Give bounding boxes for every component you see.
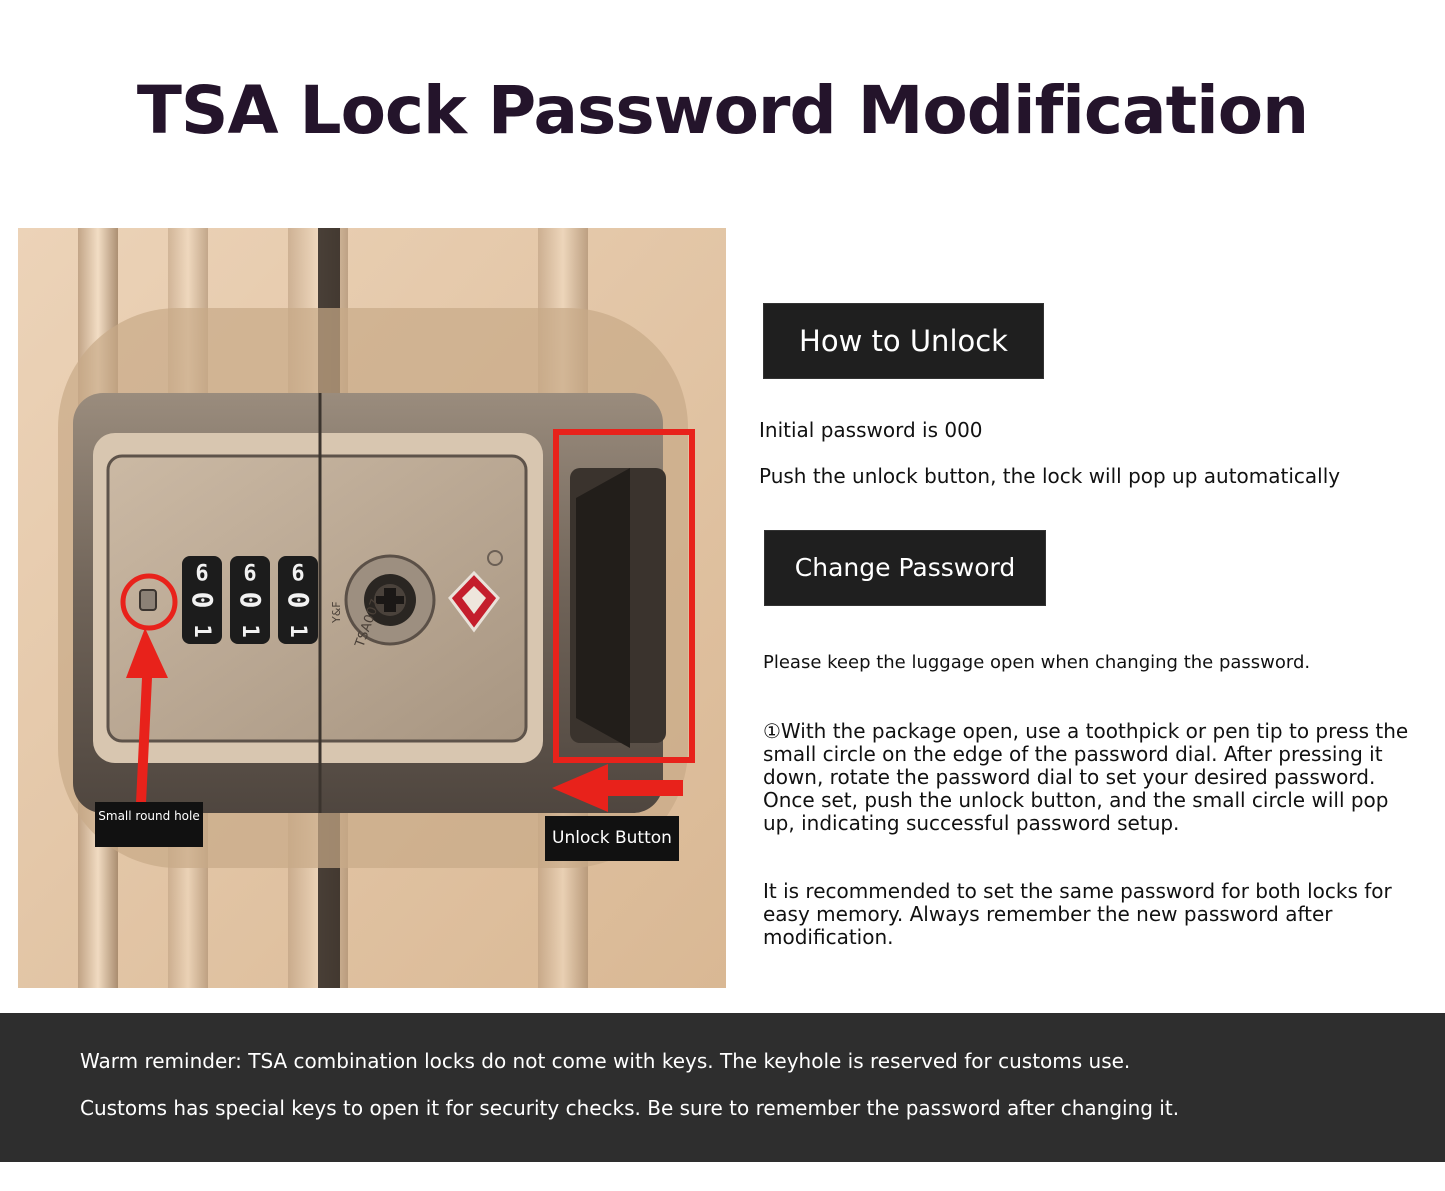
unlock-button-callout: Unlock Button — [545, 816, 679, 861]
step-one-text: ①With the package open, use a toothpick or pen tip to press the small circle on the edge of the password dial. After pressing it down, rotate the password dial to set your desired password. Once set, push the unlock button, and the small circle will pop up, indicating successful password setup. — [763, 719, 1409, 835]
lock-photo — [18, 228, 726, 988]
dial-3-bottom: 1 — [285, 624, 310, 638]
recommendation-text: It is recommended to set the same password for both locks for easy memory. Always remember the new password after modification. — [763, 879, 1392, 949]
reminder-line-1: Warm reminder: TSA combination locks do not come with keys. The keyhole is reserved for customs use. — [80, 1049, 1131, 1073]
dial-3-mid: 0 — [282, 591, 315, 609]
dial-1-top: 9 — [195, 558, 209, 583]
how-to-unlock-heading: How to Unlock — [763, 303, 1044, 379]
warm-reminder-banner — [0, 1013, 1445, 1162]
push-unlock-text: Push the unlock button, the lock will pop up automatically — [759, 464, 1341, 488]
dial-2-bottom: 1 — [237, 624, 262, 638]
keep-open-text: Please keep the luggage open when changing the password. — [763, 652, 1311, 673]
lock-brand-text: Y&F — [330, 601, 343, 623]
dial-3-top: 9 — [291, 558, 305, 583]
page-title: TSA Lock Password Modification — [136, 72, 1309, 149]
initial-password-text: Initial password is 000 — [759, 418, 983, 442]
lock-model-text: TSA007 — [352, 597, 384, 650]
dial-1-mid: 0 — [186, 591, 219, 609]
small-round-hole — [140, 590, 156, 610]
reminder-line-2: Customs has special keys to open it for security checks. Be sure to remember the password after changing it. — [80, 1096, 1180, 1120]
dial-2-mid: 0 — [234, 591, 267, 609]
change-password-heading: Change Password — [764, 530, 1046, 606]
dial-2-top: 9 — [243, 558, 257, 583]
dial-1-bottom: 1 — [189, 624, 214, 638]
small-hole-callout: Small round hole — [95, 802, 203, 847]
lock-illustration — [18, 228, 726, 988]
